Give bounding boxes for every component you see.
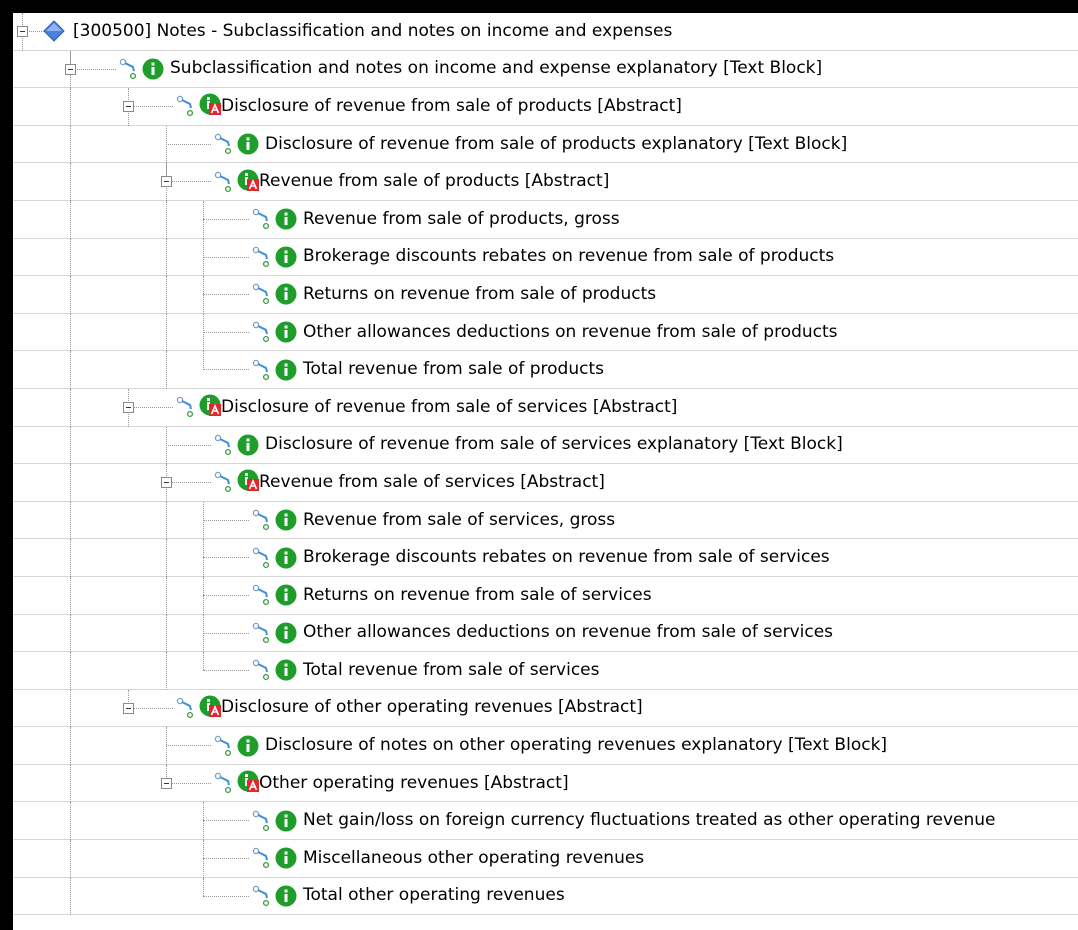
tree-connector (166, 181, 211, 182)
tree-guide-line (70, 163, 71, 201)
tree-item-label: Other allowances deductions on revenue from sale of services (303, 622, 834, 643)
tree-row[interactable] (13, 765, 1078, 803)
tree-item-label: Brokerage discounts rebates on revenue from sale of products (303, 246, 835, 267)
tree-item[interactable] (251, 314, 838, 351)
tree-row[interactable] (13, 13, 1078, 51)
tree-item-label: Disclosure of revenue from sale of products [Abstract] (221, 95, 682, 116)
info-icon (275, 659, 297, 681)
tree-guide-line (70, 502, 71, 540)
tree-item[interactable] (213, 765, 569, 802)
tree-guide-line (203, 652, 204, 670)
info-icon (275, 246, 297, 268)
info-icon (142, 58, 164, 80)
link-icon (251, 659, 273, 681)
tree-row[interactable] (13, 276, 1078, 314)
tree-connector (203, 294, 249, 295)
tree-guide-line (70, 126, 71, 164)
tree-connector (203, 595, 249, 596)
tree-item[interactable] (175, 389, 677, 426)
tree-item-label: Disclosure of revenue from sale of services explanatory [Text Block] (265, 434, 843, 455)
link-icon (213, 772, 235, 794)
link-icon (251, 584, 273, 606)
tree-row[interactable] (13, 163, 1078, 201)
tree-guide-line (166, 276, 167, 314)
tree-item[interactable] (213, 727, 887, 764)
info-icon (237, 133, 259, 155)
link-icon (213, 171, 235, 193)
tree-guide-line (166, 539, 167, 577)
tree-guide-line (70, 878, 71, 916)
tree-item[interactable] (118, 51, 822, 88)
tree-row[interactable] (13, 652, 1078, 690)
diamond-icon (43, 20, 65, 42)
tree-item[interactable] (251, 539, 830, 576)
tree-row[interactable] (13, 389, 1078, 427)
tree-connector (166, 144, 211, 145)
tree-guide-line (166, 577, 167, 615)
tree-item-label: Total other operating revenues (303, 885, 565, 906)
link-icon (251, 359, 273, 381)
tree-connector (166, 783, 211, 784)
tree-row[interactable] (13, 615, 1078, 653)
link-icon (213, 133, 235, 155)
tree-item-label: Revenue from sale of products, gross (303, 208, 620, 229)
tree-guide-line (70, 239, 71, 277)
tree-item[interactable] (213, 126, 847, 163)
tree-item[interactable] (251, 239, 834, 276)
tree-guide-line (166, 502, 167, 540)
tree-row[interactable] (13, 201, 1078, 239)
tree-guide-line (70, 201, 71, 239)
tree-guide-line (70, 765, 71, 803)
collapse-icon[interactable] (17, 26, 28, 37)
abstract-icon (199, 93, 221, 119)
tree-connector (203, 820, 249, 821)
tree-guide-line (70, 314, 71, 352)
tree-row[interactable] (13, 727, 1078, 765)
tree-row[interactable] (13, 239, 1078, 277)
tree-item[interactable] (251, 652, 599, 689)
info-icon (275, 847, 297, 869)
tree-connector (70, 69, 116, 70)
tree-connector (203, 520, 249, 521)
tree-connector (203, 557, 249, 558)
tree-guide-line (70, 88, 71, 126)
tree-connector (128, 407, 173, 408)
tree-item[interactable] (251, 351, 604, 388)
tree-connector (166, 445, 211, 446)
tree-connector (203, 219, 249, 220)
abstract-icon (199, 394, 221, 420)
tree-guide-line (70, 802, 71, 840)
tree-item-label: Returns on revenue from sale of products (303, 283, 657, 304)
tree-guide-line (166, 652, 167, 690)
info-icon (275, 359, 297, 381)
link-icon (118, 58, 140, 80)
tree-item-label: Other allowances deductions on revenue from sale of products (303, 321, 838, 342)
tree-connector (128, 106, 173, 107)
abstract-icon (237, 169, 259, 195)
tree-guide-line (70, 351, 71, 389)
info-icon (237, 735, 259, 757)
tree-row[interactable] (13, 351, 1078, 389)
tree-row[interactable] (13, 314, 1078, 352)
collapse-icon[interactable] (65, 64, 76, 75)
tree-connector (203, 332, 249, 333)
tree-connector (203, 896, 249, 897)
abstract-icon (237, 770, 259, 796)
link-icon (175, 95, 197, 117)
abstract-icon (199, 695, 221, 721)
tree-item[interactable] (251, 502, 615, 539)
tree-item[interactable] (251, 840, 644, 877)
tree-connector (203, 670, 249, 671)
tree-row[interactable] (13, 802, 1078, 840)
tree-item-label: Subclassification and notes on income and expense explanatory [Text Block] (170, 58, 823, 79)
tree-guide-line (70, 690, 71, 728)
tree-guide-line (70, 464, 71, 502)
tree-item-label: Disclosure of revenue from sale of services [Abstract] (221, 396, 678, 417)
tree-guide-line (203, 351, 204, 369)
tree-connector (166, 745, 211, 746)
tree-guide-line (166, 314, 167, 352)
tree-row[interactable] (13, 51, 1078, 89)
tree-item-label: Total revenue from sale of services (303, 659, 600, 680)
tree-item-label: Net gain/loss on foreign currency fluctuations treated as other operating revenue (303, 810, 996, 831)
tree-item-label: Returns on revenue from sale of services (303, 584, 652, 605)
tree-item[interactable] (251, 276, 656, 313)
info-icon (275, 584, 297, 606)
tree-item[interactable] (213, 163, 609, 200)
tree-guide-line (166, 239, 167, 277)
link-icon (251, 509, 273, 531)
tree-item-label: Revenue from sale of services [Abstract] (259, 471, 605, 492)
tree-item-label: Miscellaneous other operating revenues (303, 847, 645, 868)
collapse-icon[interactable] (161, 778, 172, 789)
tree-guide-line (70, 577, 71, 615)
tree-item[interactable] (213, 464, 605, 501)
taxonomy-tree[interactable] (13, 13, 1078, 930)
tree-guide-line (70, 389, 71, 427)
info-icon (237, 434, 259, 456)
abstract-icon (237, 469, 259, 495)
tree-guide-line (70, 539, 71, 577)
tree-guide-line (70, 276, 71, 314)
tree-guide-line (70, 615, 71, 653)
tree-row[interactable] (13, 464, 1078, 502)
info-icon (275, 283, 297, 305)
tree-item-label: Other operating revenues [Abstract] (259, 772, 569, 793)
tree-item-label: [300500] Notes - Subclassification and notes on income and expenses (73, 20, 673, 41)
tree-item-label: Revenue from sale of products [Abstract] (259, 171, 610, 192)
tree-connector (203, 257, 249, 258)
link-icon (251, 283, 273, 305)
tree-guide-line (166, 351, 167, 389)
link-icon (213, 735, 235, 757)
collapse-icon[interactable] (123, 703, 134, 714)
tree-guide-line (166, 615, 167, 653)
tree-row[interactable] (13, 502, 1078, 540)
tree-item[interactable] (251, 802, 996, 839)
tree-item[interactable] (251, 615, 833, 652)
collapse-icon[interactable] (123, 402, 134, 413)
tree-item[interactable] (175, 88, 682, 125)
link-icon (251, 622, 273, 644)
tree-item-label: Revenue from sale of services, gross (303, 509, 616, 530)
link-icon (251, 847, 273, 869)
tree-guide-line (70, 727, 71, 765)
info-icon (275, 509, 297, 531)
tree-guide-line (70, 652, 71, 690)
link-icon (251, 208, 273, 230)
tree-guide-line (166, 201, 167, 239)
tree-row[interactable] (13, 539, 1078, 577)
tree-item-label: Disclosure of revenue from sale of products explanatory [Text Block] (265, 133, 848, 154)
tree-item[interactable] (175, 690, 643, 727)
tree-connector (203, 369, 249, 370)
tree-row[interactable] (13, 126, 1078, 164)
tree-row[interactable] (13, 878, 1078, 916)
link-icon (251, 547, 273, 569)
link-icon (175, 697, 197, 719)
link-icon (251, 810, 273, 832)
info-icon (275, 547, 297, 569)
link-icon (251, 321, 273, 343)
tree-item-label: Disclosure of other operating revenues [Abstract] (221, 697, 643, 718)
tree-connector (203, 858, 249, 859)
tree-connector (166, 482, 211, 483)
tree-item-label: Brokerage discounts rebates on revenue from sale of services (303, 547, 830, 568)
collapse-icon[interactable] (161, 477, 172, 488)
link-icon (251, 246, 273, 268)
tree-item-label: Disclosure of notes on other operating revenues explanatory [Text Block] (265, 735, 888, 756)
tree-item-label: Total revenue from sale of products (303, 359, 604, 380)
link-icon (251, 885, 273, 907)
collapse-icon[interactable] (123, 101, 134, 112)
tree-guide-line (70, 427, 71, 465)
tree-guide-line (203, 878, 204, 896)
tree-row[interactable] (13, 88, 1078, 126)
tree-item[interactable] (251, 577, 652, 614)
tree-row[interactable] (13, 690, 1078, 728)
info-icon (275, 885, 297, 907)
collapse-icon[interactable] (161, 176, 172, 187)
info-icon (275, 622, 297, 644)
tree-item[interactable] (43, 13, 672, 50)
info-icon (275, 810, 297, 832)
tree-row[interactable] (13, 577, 1078, 615)
tree-row[interactable] (13, 840, 1078, 878)
link-icon (213, 471, 235, 493)
info-icon (275, 321, 297, 343)
link-icon (175, 396, 197, 418)
tree-item[interactable] (251, 878, 565, 915)
tree-row[interactable] (13, 427, 1078, 465)
tree-connector (203, 633, 249, 634)
link-icon (213, 434, 235, 456)
tree-connector (128, 708, 173, 709)
tree-item[interactable] (251, 201, 620, 238)
info-icon (275, 208, 297, 230)
tree-item[interactable] (213, 427, 843, 464)
tree-guide-line (70, 840, 71, 878)
